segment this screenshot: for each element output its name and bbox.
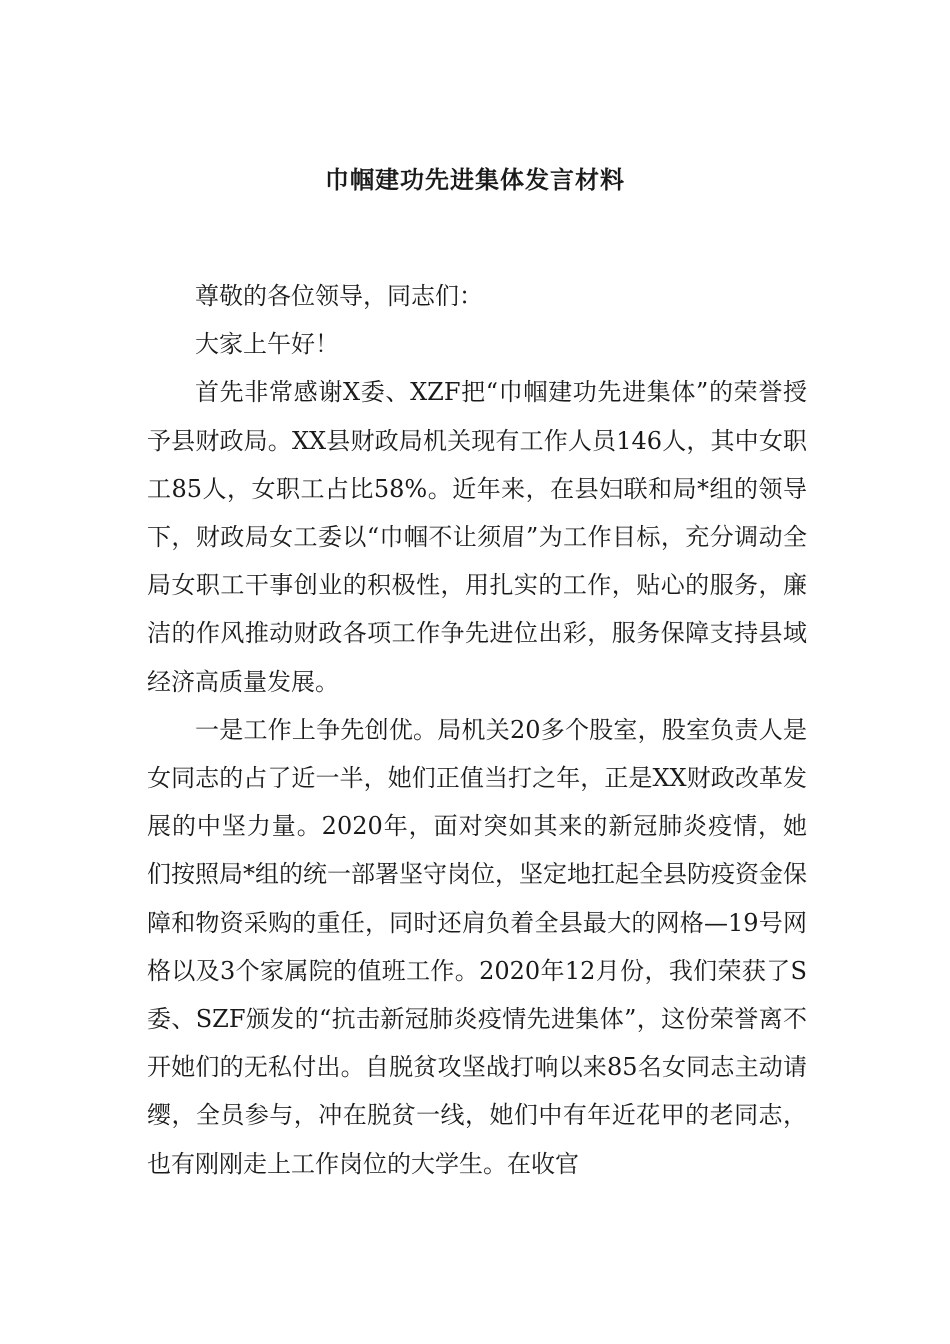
greeting-line: 尊敬的各位领导，同志们： bbox=[195, 282, 483, 310]
document-body bbox=[147, 272, 807, 1188]
body-paragraph-intro: 首先非常感谢X委、XZF把“巾帼建功先进集体”的荣誉授予县财政局。XX县财政局机关现有工作人员146人，其中女职工85人，女职工占比58%。近年来，在县妇联和局*组的领导下，财政局女工委以“巾帼不让须眉”为工作目标，充分调动全局女职工干事创业的积极性，用扎实的工作，贴心的服务，廉洁的作风推动财政各项工作争先进位出彩，服务保障支持县域经济高质量发展。 bbox=[147, 378, 807, 696]
body-paragraph-work: 一是工作上争先创优。局机关20多个股室，股室负责人是女同志的占了近一半，她们正值当打之年，正是XX财政改革发展的中坚力量。2020年，面对突如其来的新冠肺炎疫情，她们按照局*组的统一部署坚守岗位，坚定地扛起全县防疫资金保障和物资采购的重任，同时还肩负着全县最大的网格—19号网格以及3个家属院的值班工作。2020年12月份，我们荣获了S委、SZF颁发的“抗击新冠肺炎疫情先进集体”，这份荣誉离不开她们的无私付出。自脱贫攻坚战打响以来85名女同志主动请缨，全员参与，冲在脱贫一线，她们中有年近花甲的老同志，也有刚刚走上工作岗位的大学生。在收官 bbox=[147, 715, 807, 1178]
salutation-line: 大家上午好！ bbox=[195, 330, 339, 359]
document-title: 巾帼建功先进集体发言材料 bbox=[325, 165, 625, 194]
